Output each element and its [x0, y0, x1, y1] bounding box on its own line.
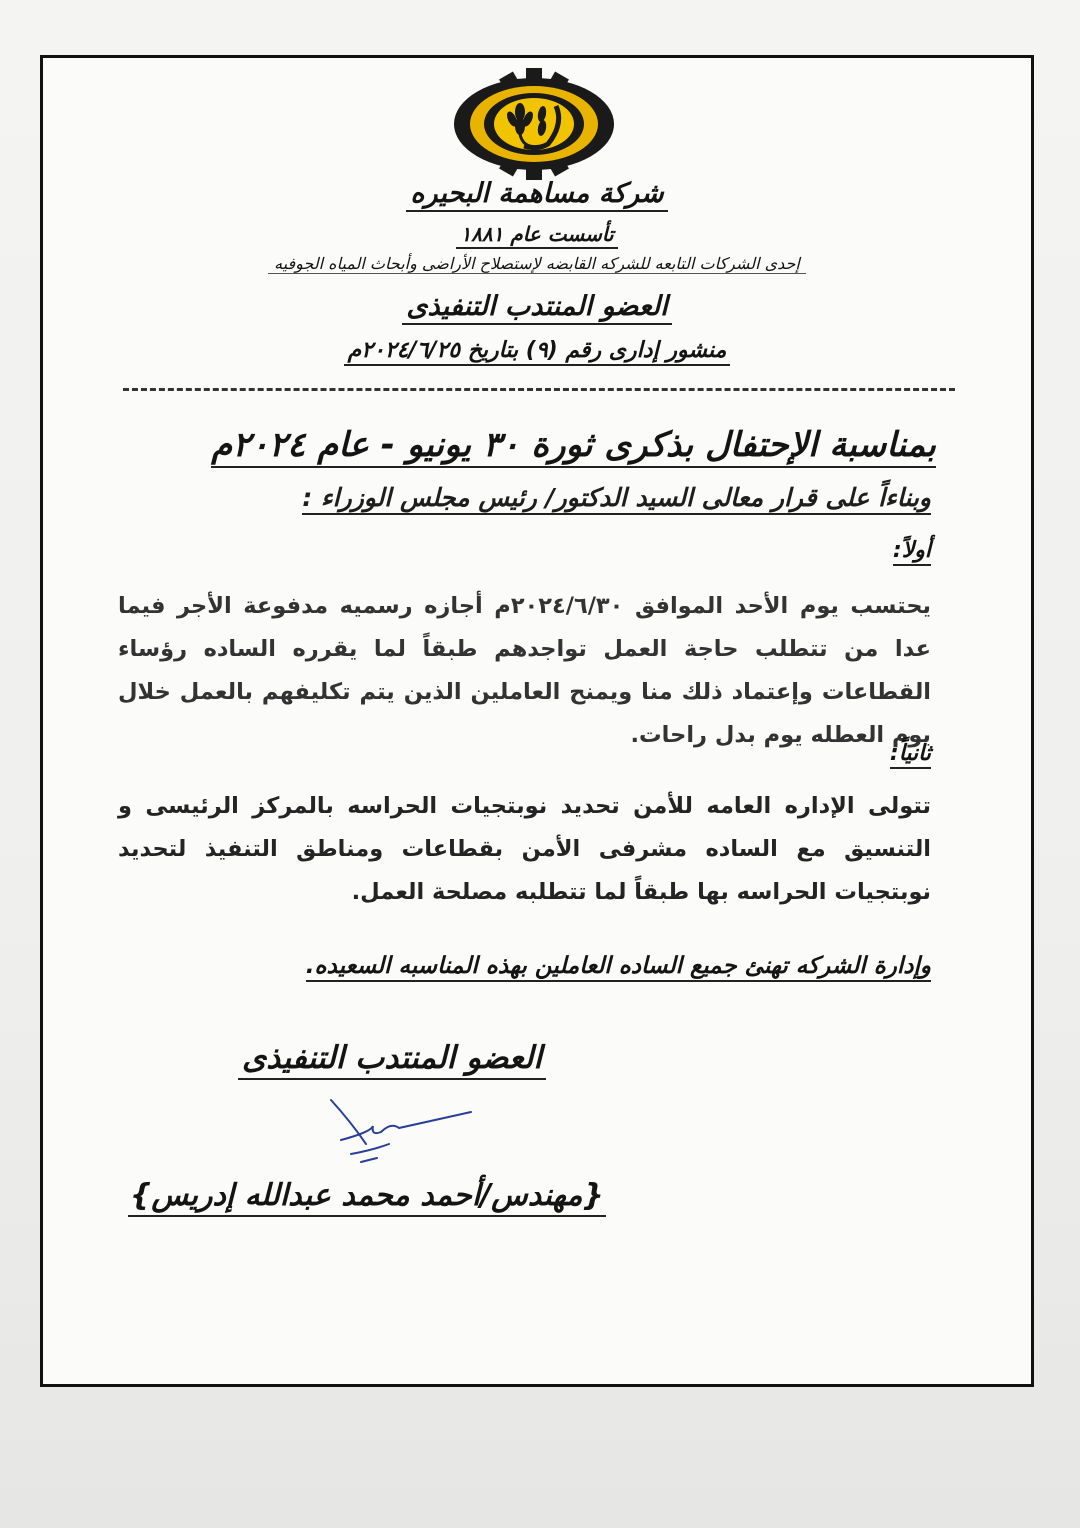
- closing-congratulation: وإدارة الشركه تهنئ جميع الساده العاملين بهذه المناسبه السعيده.: [306, 953, 931, 979]
- second-paragraph: تتولى الإداره العامه للأمن تحديد نوبتجيات الحراسه بالمركز الرئيسى و التنسيق مع الساده مشرفى الأمن بقطاعات ومناطق التنفيذ لتحديد نوبتجيات الحراسه بها طبقاً لما تتطلبه مصلحة العمل.: [118, 793, 931, 905]
- company-name: شركة مساهمة البحيره: [43, 178, 1031, 209]
- handwritten-signature-icon: [311, 1092, 481, 1172]
- executive-title: العضو المنتدب التنفيذى: [43, 291, 1031, 322]
- founded-year: تأسست عام ١٨٨١: [43, 222, 1031, 246]
- document-body: [43, 58, 1031, 1384]
- first-section-label: أولاً:: [893, 538, 931, 563]
- document-frame: [40, 55, 1034, 1387]
- second-section-label: ثانياً:: [890, 741, 931, 766]
- signatory-title: العضو المنتدب التنفيذى: [238, 1040, 546, 1076]
- first-paragraph: يحتسب يوم الأحد الموافق ٢٠٢٤/٦/٣٠م أجازه رسميه مدفوعة الأجر فيما عدا من تتطلب حاجة العمل تواجدهم طبقاً لما يقرره الساده رؤساء القطاعات وإعتماد ذلك منا ويمنح العاملين الذين يتم تكليفهم بالعمل خلال يوم العطله يوم بدل راحات.: [118, 593, 931, 748]
- occasion-headline: بمناسبة الإحتفال بذكرى ثورة ٣٠ يونيو - عام ٢٠٢٤م: [211, 425, 936, 465]
- header-divider: [123, 388, 955, 391]
- affiliation-line: إحدى الشركات التابعه للشركه القابضه لإستصلاح الأراضى وأبحاث المياه الجوفيه: [43, 254, 1031, 273]
- wheat-gear-logo-icon: [444, 68, 624, 180]
- pursuant-line: وبناءاً على قرار معالى السيد الدكتور/ رئيس مجلس الوزراء :: [302, 483, 931, 512]
- signatory-name: {مهندس/أحمد محمد عبدالله إدريس}: [128, 1178, 606, 1213]
- circular-number-date: منشور إدارى رقم (٩) بتاريخ ٢٠٢٤/٦/٢٥م: [43, 338, 1031, 363]
